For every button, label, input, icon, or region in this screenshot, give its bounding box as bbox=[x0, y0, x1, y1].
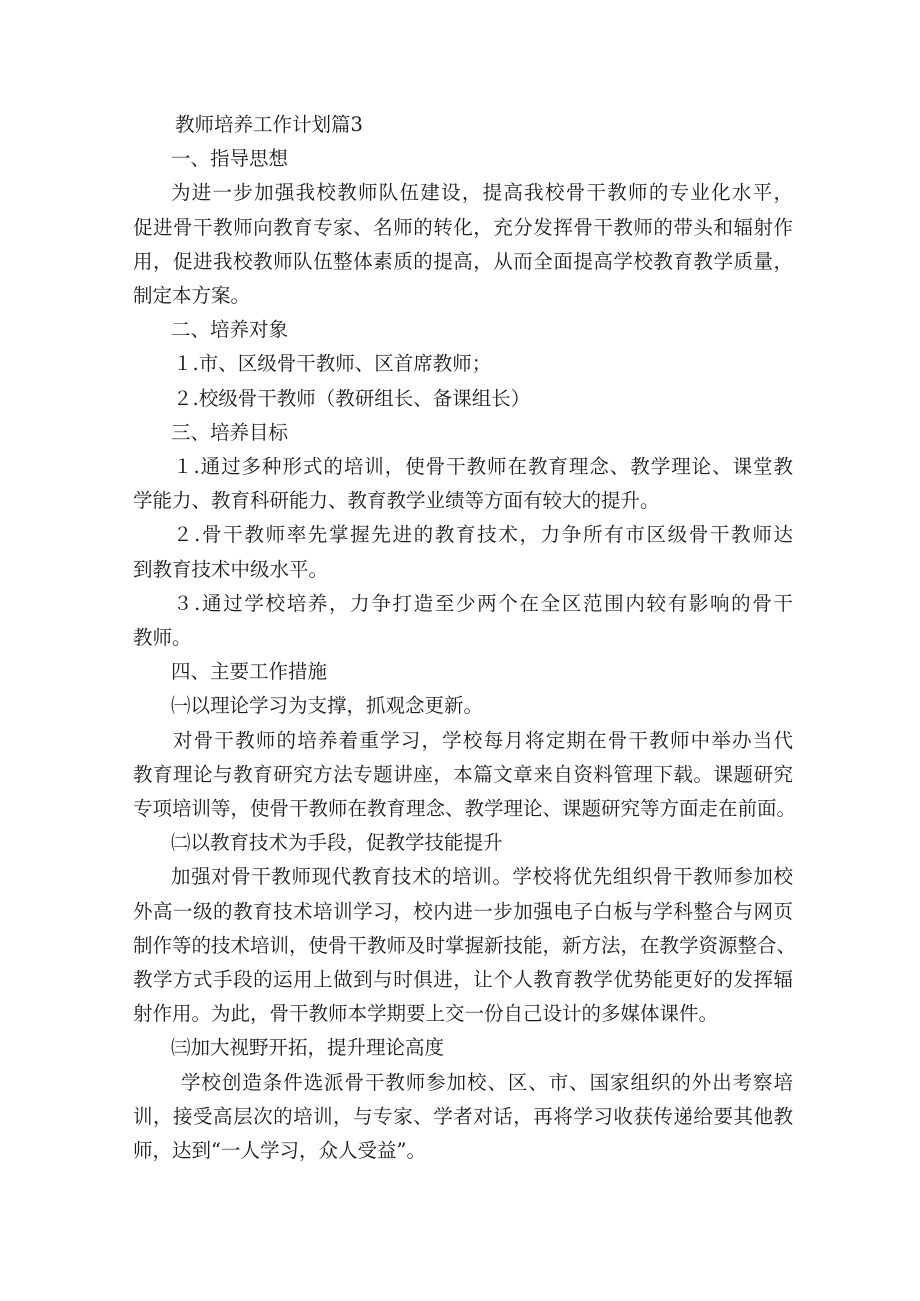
paragraph-line: 教学方式手段的运用上做到与时俱进，让个人教育教学优势能更好的发挥辐 bbox=[133, 968, 793, 992]
section-heading-main-measures: 四、主要工作措施 bbox=[171, 660, 328, 684]
paragraph-technology bbox=[133, 860, 797, 1031]
list-item: １.市、区级骨干教师、区首席教师； bbox=[173, 352, 492, 376]
section-heading-training-goals: 三、培养目标 bbox=[171, 420, 289, 444]
section-heading-training-targets: 二、培养对象 bbox=[171, 318, 289, 342]
paragraph-line: 对骨干教师的培养着重学习，学校每月将定期在骨干教师中举办当代 bbox=[173, 728, 793, 752]
paragraph-line: 促进骨干教师向教育专家、名师的转化，充分发挥骨干教师的带头和辐射作 bbox=[133, 215, 793, 239]
list-item: ２.校级骨干教师（教研组长、备课组长） bbox=[173, 386, 531, 410]
subsection-heading-technology: ㈡以教育技术为手段，促教学技能提升 bbox=[171, 831, 503, 855]
paragraph-line: 学校创造条件选派骨干教师参加校、区、市、国家组织的外出考察培 bbox=[181, 1070, 793, 1094]
paragraph-line: １.通过多种形式的培训，使骨干教师在教育理念、教学理论、课堂教 bbox=[173, 455, 793, 479]
paragraph-line: 加强对骨干教师现代教育技术的培训。学校将优先组织骨干教师参加校 bbox=[171, 865, 793, 889]
paragraph-line: 为进一步加强我校教师队伍建设，提高我校骨干教师的专业化水平， bbox=[171, 181, 793, 205]
paragraph-line: 用，促进我校教师队伍整体素质的提高，从而全面提高学校教育教学质量， bbox=[133, 249, 793, 273]
paragraph-line: 教育理论与教育研究方法专题讲座，本篇文章来自资料管理下载。课题研究 bbox=[133, 762, 793, 786]
paragraph-line: 师，达到“一人学习，众人受益”。 bbox=[133, 1139, 426, 1163]
paragraph-line: 训，接受高层次的培训，与专家、学者对话，再将学习收获传递给要其他教 bbox=[133, 1104, 793, 1128]
section-heading-guiding-thought: 一、指导思想 bbox=[171, 147, 289, 171]
paragraph-line: 制定本方案。 bbox=[133, 284, 251, 308]
paragraph-line: 教师。 bbox=[133, 626, 192, 650]
paragraph-line: 制作等的技术培训，使骨干教师及时掌握新技能，新方法，在教学资源整合、 bbox=[133, 933, 797, 957]
document-body bbox=[133, 108, 797, 1168]
paragraph-line: 射作用。为此，骨干教师本学期要上交一份自己设计的多媒体课件。 bbox=[133, 1002, 719, 1026]
paragraph-line: 到教育技术中级水平。 bbox=[133, 557, 329, 581]
paragraph-guiding-thought bbox=[133, 176, 793, 313]
paragraph-line: ２.骨干教师率先掌握先进的教育技术，力争所有市区级骨干教师达 bbox=[173, 523, 793, 547]
paragraph-goal-2 bbox=[133, 518, 793, 586]
paragraph-theory bbox=[133, 724, 797, 827]
paragraph-line: 专项培训等，使骨干教师在教育理念、教学理论、课题研究等方面走在前面。 bbox=[133, 797, 797, 821]
document-title: 教师培养工作计划篇3 bbox=[175, 113, 363, 136]
paragraph-line: 外高一级的教育技术培训学习，校内进一步加强电子白板与学科整合与网页 bbox=[133, 899, 793, 923]
paragraph-vision bbox=[133, 1066, 793, 1169]
subsection-heading-vision: ㈢加大视野开拓，提升理论高度 bbox=[171, 1036, 445, 1060]
paragraph-line: 学能力、教育科研能力、教育教学业绩等方面有较大的提升。 bbox=[133, 489, 660, 513]
paragraph-goal-1 bbox=[133, 450, 793, 518]
paragraph-goal-3 bbox=[133, 587, 793, 655]
subsection-heading-theory: ㈠以理论学习为支撑，抓观念更新。 bbox=[171, 694, 484, 718]
paragraph-line: ３.通过学校培养，力争打造至少两个在全区范围内较有影响的骨干 bbox=[173, 591, 793, 615]
